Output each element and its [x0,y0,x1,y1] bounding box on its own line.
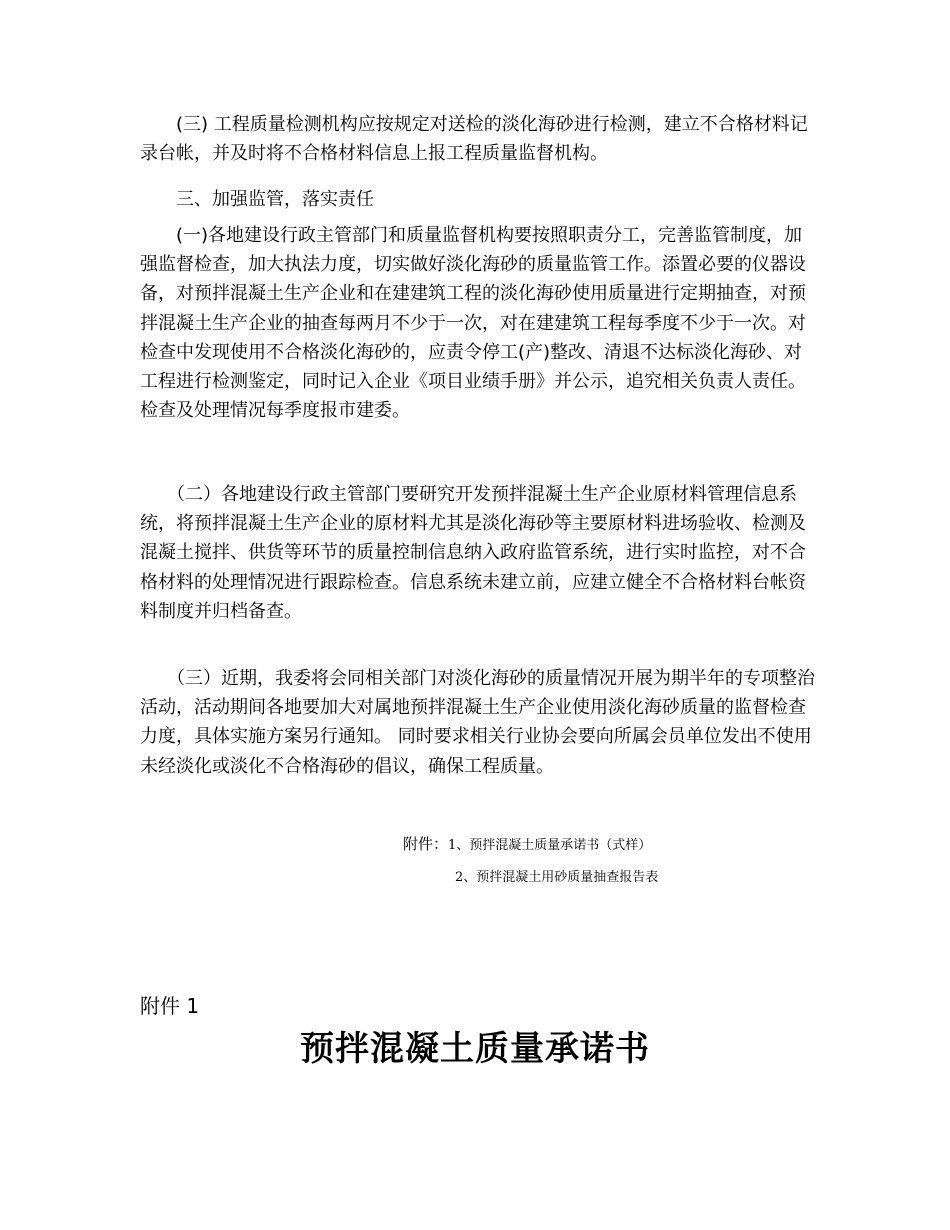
section-heading-supervision: 三、加强监管，落实责任 [140,189,374,210]
attachment-item-1: 1、预拌混凝土质量承诺书（式样） [448,838,652,853]
paragraph-quality-testing: (三) 工程质量检测机构应按规定对送检的淡化海砂进行检测，建立不合格材料记录台帐，并及时将不合格材料信息上报工程质量监督机构。 [140,114,808,165]
appendix-title: 预拌混凝土质量承诺书 [300,1029,650,1069]
paragraph-supervision-1: (一)各地建设行政主管部门和质量监督机构要按照职责分工，完善监管制度，加强监督检查，加大执法力度，切实做好淡化海砂的质量监管工作。添置必要的仪器设备，对预拌混凝土生产企业和在建建筑工程的淡化海砂使用质量进行定期抽查，对预拌混凝土生产企业的抽查每两月不少于一次，对在建建筑工程每季度不少于一次。对检查中发现使用不合格淡化海砂的，应责令停工(产)整改、清退不达标淡化海砂、对工程进行检测鉴定，同时记入企业《项目业绩手册》并公示，追究相关负责人责任。检查及处理情况每季度报市建委。 [140,225,806,422]
attachment-line-2 [455,870,658,886]
paragraph-supervision-2: （二）各地建设行政主管部门要研究开发预拌混凝土生产企业原材料管理信息系统，将预拌混凝土生产企业的原材料尤其是淡化海砂等主要原材料进场验收、检测及混凝土搅拌、供货等环节的质量控制信息纳入政府监管系统，进行实时监控，对不合格材料的处理情况进行跟踪检查。信息系统未建立前，应建立健全不合格材料台帐资料制度并归档备查。 [140,484,806,622]
attachment-item-2: 2、预拌混凝土用砂质量抽查报告表 [455,870,659,885]
attachment-line-1 [403,836,651,854]
paragraph-supervision-3: （三）近期，我委将会同相关部门对淡化海砂的质量情况开展为期半年的专项整治活动，活动期间各地要加大对属地预拌混凝土生产企业使用淡化海砂质量的监督检查力度，具体实施方案另行通知。 同时要求相关行业协会要向所属会员单位发出不使用未经淡化或淡化不合格海砂的倡议，确保工程质量。 [140,668,815,777]
attachment-lead: 附件： [403,835,449,853]
appendix-label: 附件 1 [140,994,200,1018]
